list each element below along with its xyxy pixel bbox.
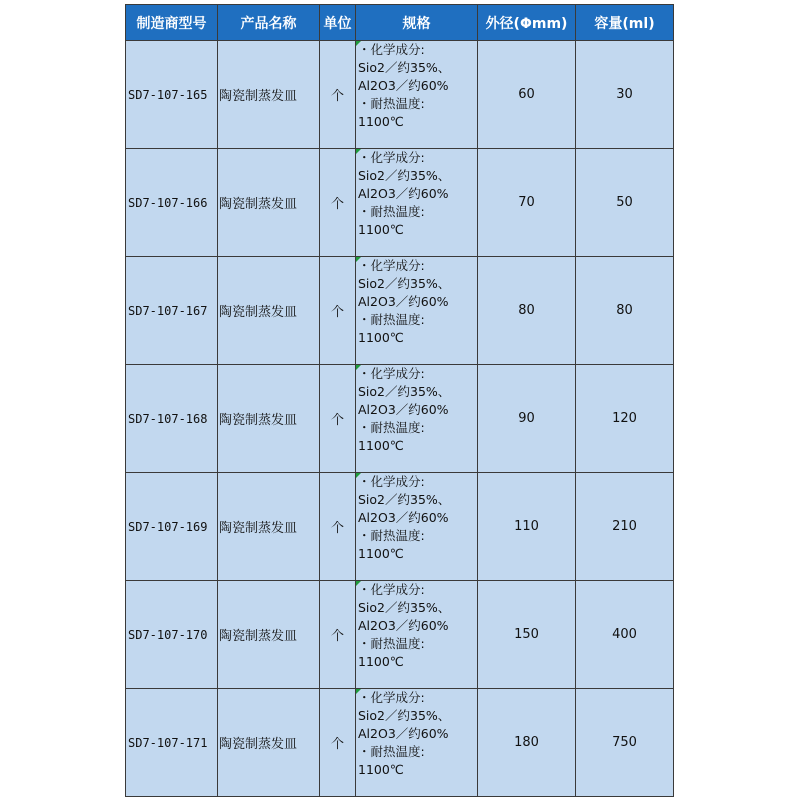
cell-spec[interactable] [356,689,478,797]
spec-line: ・化学成分: [358,582,425,597]
cell-model[interactable]: SD7-107-169 [126,473,218,581]
table-row [126,581,674,689]
spec-line: Sio2／约35%、 [358,60,451,75]
spec-line: ・化学成分: [358,42,425,57]
cell-outer-diameter[interactable]: 60 [478,41,576,149]
table-row [126,689,674,797]
cell-model[interactable]: SD7-107-170 [126,581,218,689]
spec-line: 1100℃ [358,546,404,561]
spec-line: Sio2／约35%、 [358,384,451,399]
spec-line: ・耐热温度: [358,420,425,435]
cell-capacity[interactable]: 80 [576,257,674,365]
comment-indicator-icon [356,581,361,586]
cell-capacity[interactable]: 120 [576,365,674,473]
cell-outer-diameter[interactable]: 180 [478,689,576,797]
cell-unit[interactable]: 个 [320,473,356,581]
cell-unit[interactable]: 个 [320,257,356,365]
comment-indicator-icon [356,149,361,154]
spec-line: Al2O3／约60% [358,618,449,633]
spec-line: ・耐热温度: [358,528,425,543]
cell-model[interactable]: SD7-107-166 [126,149,218,257]
spec-line: ・化学成分: [358,474,425,489]
comment-indicator-icon [356,41,361,46]
cell-unit[interactable]: 个 [320,689,356,797]
cell-outer-diameter[interactable]: 150 [478,581,576,689]
cell-capacity[interactable]: 30 [576,41,674,149]
spec-line: ・耐热温度: [358,636,425,651]
spec-line: Al2O3／约60% [358,294,449,309]
spec-line: 1100℃ [358,222,404,237]
spec-line: Sio2／约35%、 [358,276,451,291]
spec-line: Al2O3／约60% [358,510,449,525]
cell-unit[interactable]: 个 [320,41,356,149]
spec-line: Al2O3／约60% [358,402,449,417]
header-spec[interactable]: 规格 [356,5,478,41]
cell-spec[interactable] [356,149,478,257]
product-spec-table [125,4,674,797]
spec-line: ・化学成分: [358,366,425,381]
header-unit[interactable]: 单位 [320,5,356,41]
cell-product-name[interactable]: 陶瓷制蒸发皿 [218,365,320,473]
spec-line: ・耐热温度: [358,312,425,327]
header-outer-diameter[interactable]: 外径(Φmm) [478,5,576,41]
cell-model[interactable]: SD7-107-167 [126,257,218,365]
table-body [126,41,674,797]
cell-spec[interactable] [356,41,478,149]
cell-capacity[interactable]: 210 [576,473,674,581]
table-row [126,41,674,149]
cell-unit[interactable]: 个 [320,365,356,473]
table-row [126,365,674,473]
cell-outer-diameter[interactable]: 90 [478,365,576,473]
cell-unit[interactable]: 个 [320,581,356,689]
cell-capacity[interactable]: 400 [576,581,674,689]
cell-product-name[interactable]: 陶瓷制蒸发皿 [218,473,320,581]
spec-line: Sio2／约35%、 [358,492,451,507]
header-product-name[interactable]: 产品名称 [218,5,320,41]
comment-indicator-icon [356,473,361,478]
header-model[interactable]: 制造商型号 [126,5,218,41]
spec-line: Al2O3／约60% [358,726,449,741]
cell-product-name[interactable]: 陶瓷制蒸发皿 [218,257,320,365]
cell-spec[interactable] [356,581,478,689]
spec-line: 1100℃ [358,654,404,669]
spec-line: ・耐热温度: [358,744,425,759]
cell-outer-diameter[interactable]: 110 [478,473,576,581]
spec-line: Al2O3／约60% [358,78,449,93]
spec-line: 1100℃ [358,330,404,345]
spec-line: ・化学成分: [358,690,425,705]
comment-indicator-icon [356,365,361,370]
cell-outer-diameter[interactable]: 70 [478,149,576,257]
spec-line: 1100℃ [358,762,404,777]
spec-line: Sio2／约35%、 [358,600,451,615]
spec-line: ・化学成分: [358,258,425,273]
cell-spec[interactable] [356,257,478,365]
comment-indicator-icon [356,257,361,262]
table-row [126,149,674,257]
spec-line: 1100℃ [358,438,404,453]
cell-product-name[interactable]: 陶瓷制蒸发皿 [218,581,320,689]
spec-line: Al2O3／约60% [358,186,449,201]
cell-spec[interactable] [356,473,478,581]
cell-model[interactable]: SD7-107-168 [126,365,218,473]
cell-product-name[interactable]: 陶瓷制蒸发皿 [218,689,320,797]
cell-capacity[interactable]: 50 [576,149,674,257]
table-row [126,473,674,581]
spec-line: ・化学成分: [358,150,425,165]
cell-outer-diameter[interactable]: 80 [478,257,576,365]
header-capacity[interactable]: 容量(ml) [576,5,674,41]
spec-line: ・耐热温度: [358,204,425,219]
cell-product-name[interactable]: 陶瓷制蒸发皿 [218,41,320,149]
cell-product-name[interactable]: 陶瓷制蒸发皿 [218,149,320,257]
spec-line: Sio2／约35%、 [358,708,451,723]
cell-capacity[interactable]: 750 [576,689,674,797]
cell-model[interactable]: SD7-107-165 [126,41,218,149]
table-row [126,257,674,365]
spec-line: 1100℃ [358,114,404,129]
cell-unit[interactable]: 个 [320,149,356,257]
spec-line: Sio2／约35%、 [358,168,451,183]
header-row [126,5,674,41]
cell-spec[interactable] [356,365,478,473]
cell-model[interactable]: SD7-107-171 [126,689,218,797]
spec-line: ・耐热温度: [358,96,425,111]
comment-indicator-icon [356,689,361,694]
